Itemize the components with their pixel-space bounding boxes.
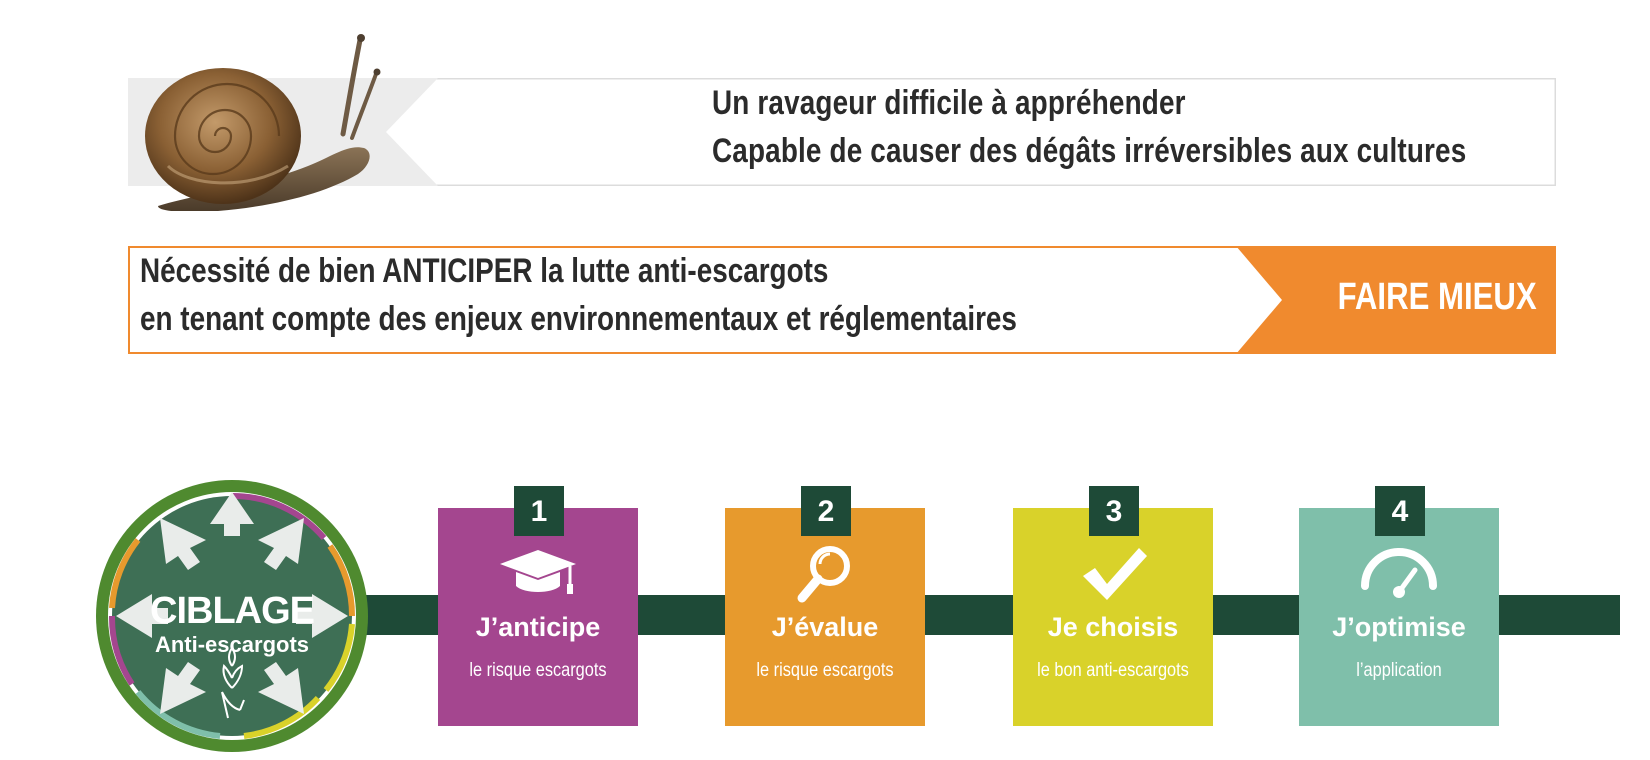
- anticipation-line1: Nécessité de bien ANTICIPER la lutte anti-escargots: [140, 252, 829, 290]
- step-number: 3: [1089, 486, 1139, 536]
- step-choisis: [1013, 495, 1213, 726]
- top-banner-line2: Capable de causer des dégâts irréversibles aux cultures: [712, 132, 1467, 170]
- top-banner: [128, 78, 1556, 186]
- step-title: J’anticipe: [475, 612, 601, 642]
- magnifier-icon: [725, 542, 925, 606]
- ciblage-title: CIBLAGE: [150, 590, 314, 632]
- step-number: 1: [514, 486, 564, 536]
- step-subtitle: le bon anti-escargots: [1037, 660, 1189, 681]
- step-evalue: [725, 495, 925, 726]
- step-optimise: [1299, 495, 1499, 726]
- checkmark-icon: [1013, 542, 1213, 606]
- ciblage-logo: [94, 478, 370, 754]
- snail-image: [138, 16, 383, 211]
- step-title: J’évalue: [771, 612, 879, 642]
- anticipation-banner: [128, 246, 1556, 354]
- step-subtitle: le risque escargots: [469, 660, 607, 681]
- step-title: J’optimise: [1332, 612, 1466, 642]
- graduation-cap-icon: [438, 542, 638, 606]
- step-anticipe: [438, 495, 638, 726]
- step-subtitle: le risque escargots: [756, 660, 894, 681]
- ciblage-subtitle: Anti-escargots: [154, 632, 310, 657]
- gauge-icon: [1299, 542, 1499, 606]
- faire-mieux-badge: FAIRE MIEUX: [1337, 276, 1537, 318]
- anticipation-line2: en tenant compte des enjeux environnementaux et réglementaires: [140, 300, 1017, 338]
- top-banner-line1: Un ravageur difficile à appréhender: [712, 84, 1186, 122]
- step-number: 2: [801, 486, 851, 536]
- step-number: 4: [1375, 486, 1425, 536]
- step-subtitle: l’application: [1356, 660, 1442, 681]
- process-row: [0, 460, 1650, 760]
- step-title: Je choisis: [1047, 612, 1179, 642]
